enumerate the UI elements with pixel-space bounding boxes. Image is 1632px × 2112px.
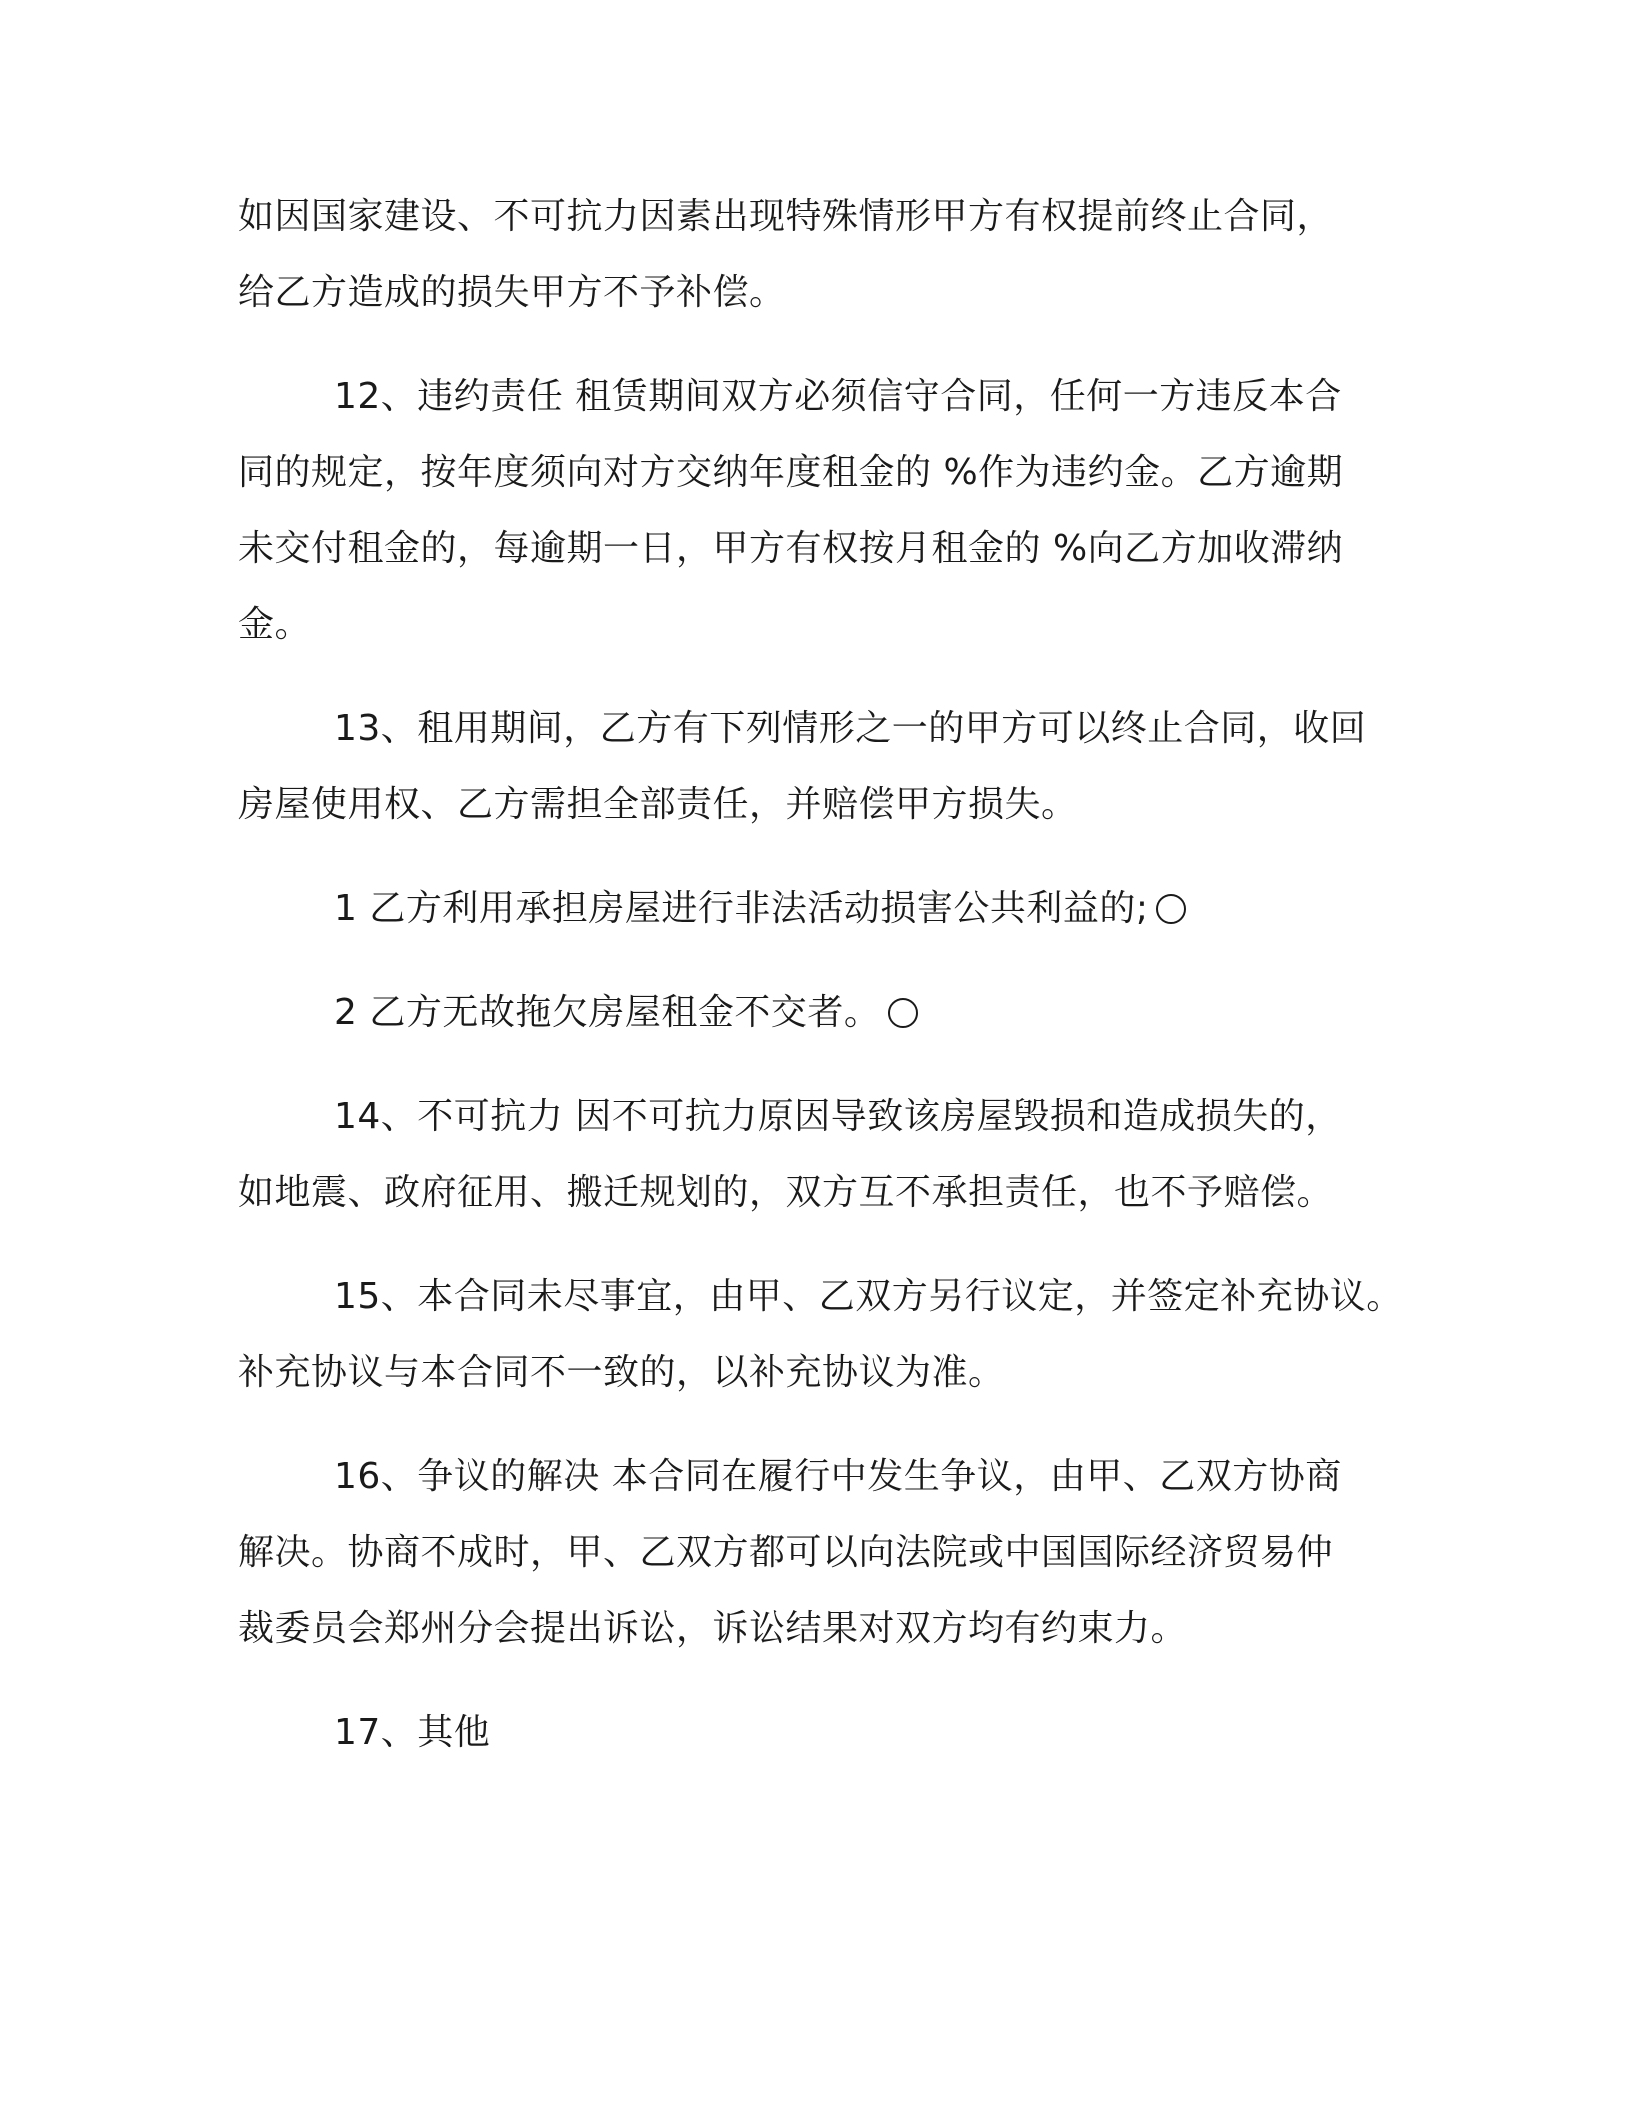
clause-13-line-1: 13、租用期间，乙方有下列情形之一的甲方可以终止合同，收回 bbox=[334, 708, 1367, 749]
clause-15-line-2: 补充协议与本合同不一致的，以补充协议为准。 bbox=[238, 1352, 1005, 1393]
clause-14-line-1: 14、不可抗力 因不可抗力原因导致该房屋毁损和造成损失的， bbox=[334, 1096, 1342, 1137]
clause-12-line-1: 12、违约责任 租赁期间双方必须信守合同，任何一方违反本合 bbox=[334, 376, 1342, 417]
clause-12-line-4: 金。 bbox=[238, 604, 312, 645]
circle-mark-icon bbox=[888, 998, 918, 1028]
clause-13-item-2 bbox=[334, 989, 918, 1037]
clause-12-line-2: 同的规定，按年度须向对方交纳年度租金的 %作为违约金。乙方逾期 bbox=[238, 452, 1344, 493]
clause-13-item-2-text: 2 乙方无故拖欠房屋租金不交者。 bbox=[334, 992, 881, 1033]
clause-15-line-1: 15、本合同未尽事宜，由甲、乙双方另行议定，并签定补充协议。 bbox=[334, 1276, 1403, 1317]
clause-13-item-1 bbox=[334, 885, 1186, 933]
clause-11-line-1: 如因国家建设、不可抗力因素出现特殊情形甲方有权提前终止合同， bbox=[238, 196, 1334, 237]
clause-14-line-2: 如地震、政府征用、搬迁规划的，双方互不承担责任，也不予赔偿。 bbox=[238, 1172, 1334, 1213]
clause-11-line-2: 给乙方造成的损失甲方不予补偿。 bbox=[238, 272, 786, 313]
clause-13-line-2: 房屋使用权、乙方需担全部责任，并赔偿甲方损失。 bbox=[238, 784, 1078, 825]
clause-16-line-3: 裁委员会郑州分会提出诉讼，诉讼结果对双方均有约束力。 bbox=[238, 1608, 1188, 1649]
circle-mark-icon bbox=[1156, 894, 1186, 924]
clause-17-line-1: 17、其他 bbox=[334, 1712, 491, 1753]
clause-13-item-1-text: 1 乙方利用承担房屋进行非法活动损害公共利益的; bbox=[334, 888, 1149, 929]
clause-12-line-3: 未交付租金的，每逾期一日，甲方有权按月租金的 %向乙方加收滞纳 bbox=[238, 528, 1344, 569]
clause-16-line-2: 解决。协商不成时，甲、乙双方都可以向法院或中国国际经济贸易仲 bbox=[238, 1532, 1334, 1573]
clause-16-line-1: 16、争议的解决 本合同在履行中发生争议，由甲、乙双方协商 bbox=[334, 1456, 1342, 1497]
